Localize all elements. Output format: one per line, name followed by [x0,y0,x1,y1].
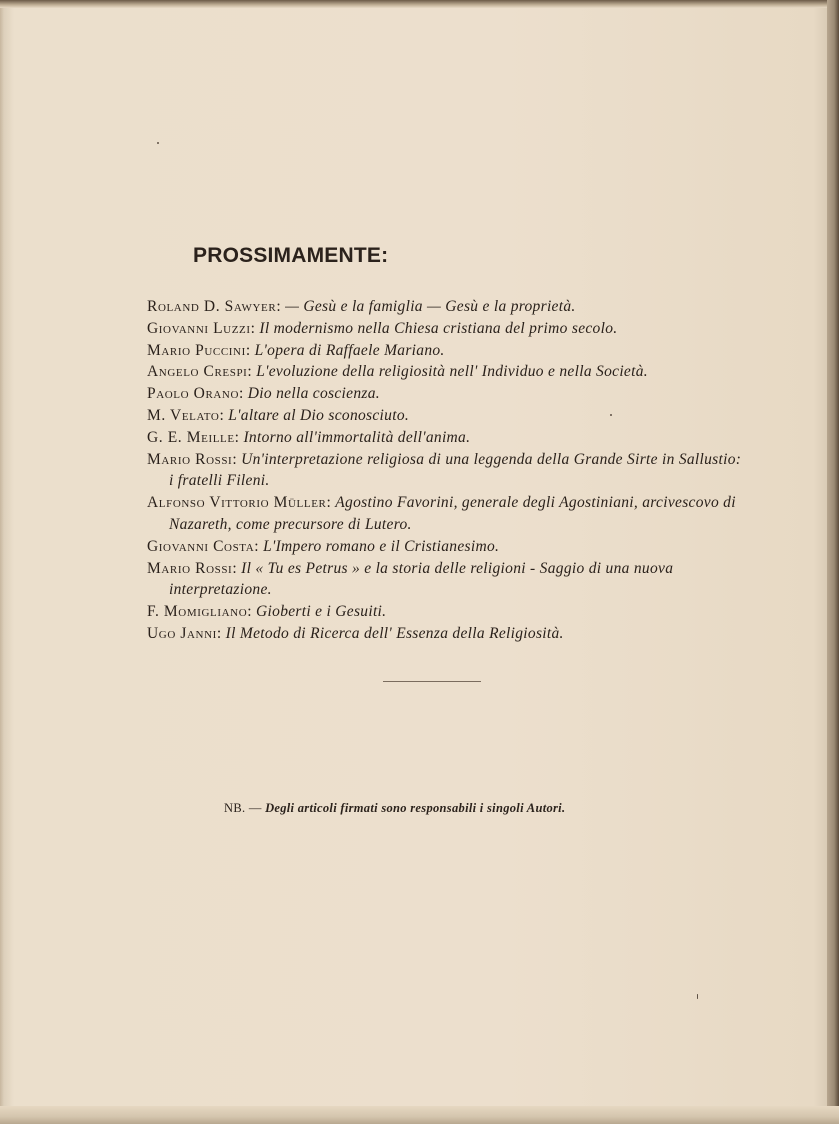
article-author: Angelo Crespi: [147,363,253,381]
list-item [147,536,747,558]
footnote-text: Degli articoli firmati sono responsabili i singoli Autori. [265,801,566,815]
article-author: Paolo Orano: [147,385,244,403]
article-title: Intorno all'immortalità dell'anima. [243,428,471,446]
article-author: Mario Rossi: [147,450,238,468]
list-item [147,601,747,623]
list-item [147,340,747,362]
article-author: F. Momigliano: [147,603,253,621]
article-author: Giovanni Luzzi: [147,319,256,337]
article-title: L'evoluzione della religiosità nell' Individuo e nella Società. [256,363,648,381]
list-item [147,427,747,449]
footnote-label: NB. — [224,801,262,815]
section-divider [383,681,481,682]
article-author: Ugo Janni: [147,624,222,642]
paper-speck [157,142,159,144]
article-title: Un'interpretazione religiosa di una leggenda della Grande Sirte in Sallustio: i fratelli Fileni. [169,450,742,490]
list-item [147,623,747,645]
article-title: L'Impero romano e il Cristianesimo. [263,537,500,555]
list-item [147,405,747,427]
article-title: Il Metodo di Ricerca dell' Essenza della Religiosità. [225,624,564,642]
article-author: Roland D. Sawyer: [147,298,282,315]
article-author: Mario Rossi: [147,559,238,577]
article-title: — Gesù e la famiglia — Gesù e la proprietà. [285,298,576,315]
article-title: Il modernismo nella Chiesa cristiana del primo secolo. [259,319,618,337]
article-title: Agostino Favorini, generale degli Agostiniani, arcivescovo di Nazareth, come precursore di Lutero. [169,494,736,533]
footnote [224,801,565,816]
list-item [147,318,747,340]
article-title: Il « Tu es Petrus » e la storia delle religioni - Saggio di una nuova interpretazione. [169,559,674,599]
article-author: Alfonso Vittorio Müller: [147,494,332,512]
list-item [147,296,747,318]
article-author: G. E. Meille: [147,428,240,446]
article-author: Giovanni Costa: [147,537,260,555]
list-item [147,492,747,536]
article-title: L'altare al Dio sconosciuto. [228,406,410,424]
list-item [147,558,747,602]
article-title: L'opera di Raffaele Mariano. [254,341,445,359]
page-heading: PROSSIMAMENTE: [193,244,389,267]
paper-speck [610,414,612,416]
article-title: Gioberti e i Gesuiti. [256,603,387,621]
article-title: Dio nella coscienza. [247,385,380,403]
forthcoming-articles-list [147,296,747,645]
article-author: Mario Puccini: [147,341,251,359]
list-item [147,383,747,405]
paper-speck [697,994,698,999]
list-item [147,449,747,493]
article-author: M. Velato: [147,406,225,424]
list-item [147,361,747,383]
